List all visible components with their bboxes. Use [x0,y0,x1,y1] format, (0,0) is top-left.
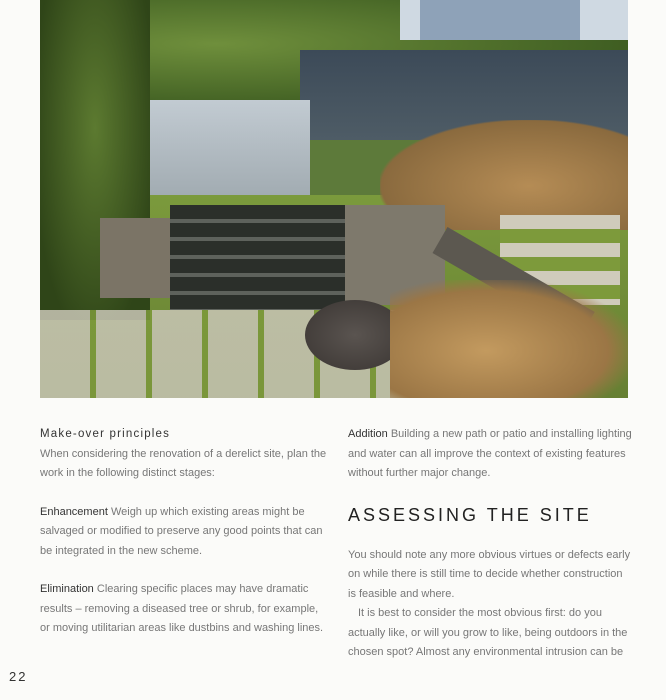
garden-photo [40,0,628,398]
steps [170,205,350,310]
left-column [40,425,330,639]
body-paragraph: It is best to consider the most obvious first: do you actually like, or will you grow to like, being outdoors in the chosen spot? Almost any environmental intrusion can be [348,607,628,658]
body-paragraph: You should note any more obvious virtues or defects early on while there is still time to decide whether construction is feasible and where. [348,548,631,600]
right-column [348,425,633,663]
elimination-paragraph [40,580,330,639]
house [420,0,580,40]
term: Enhancement [40,505,108,518]
addition-paragraph [348,425,633,484]
term: Elimination [40,583,94,595]
intro-paragraph: When considering the renovation of a derelict site, plan the work in the following distinct stages: [40,447,327,479]
body-text: Clearing specific places may have dramatic results – removing a diseased tree or shrub, for example, or moving utilitarian areas like dustbins and washing lines. [40,583,324,634]
body-text: Building a new path or patio and installing lighting and water can all improve the context of existing features without further major change. [348,428,632,479]
body-text: Weigh up which existing areas might be salvaged or modified to preserve any good points that can be integrated in the new scheme. [40,505,323,557]
term: Addition [348,428,388,440]
subheading: Make-over principles [40,428,171,440]
rendered-wall [140,100,310,210]
section-heading: ASSESSING THE SITE [348,504,592,525]
foreground-grasses [390,280,628,398]
page-number: 22 [9,669,28,684]
enhancement-paragraph [40,503,330,562]
